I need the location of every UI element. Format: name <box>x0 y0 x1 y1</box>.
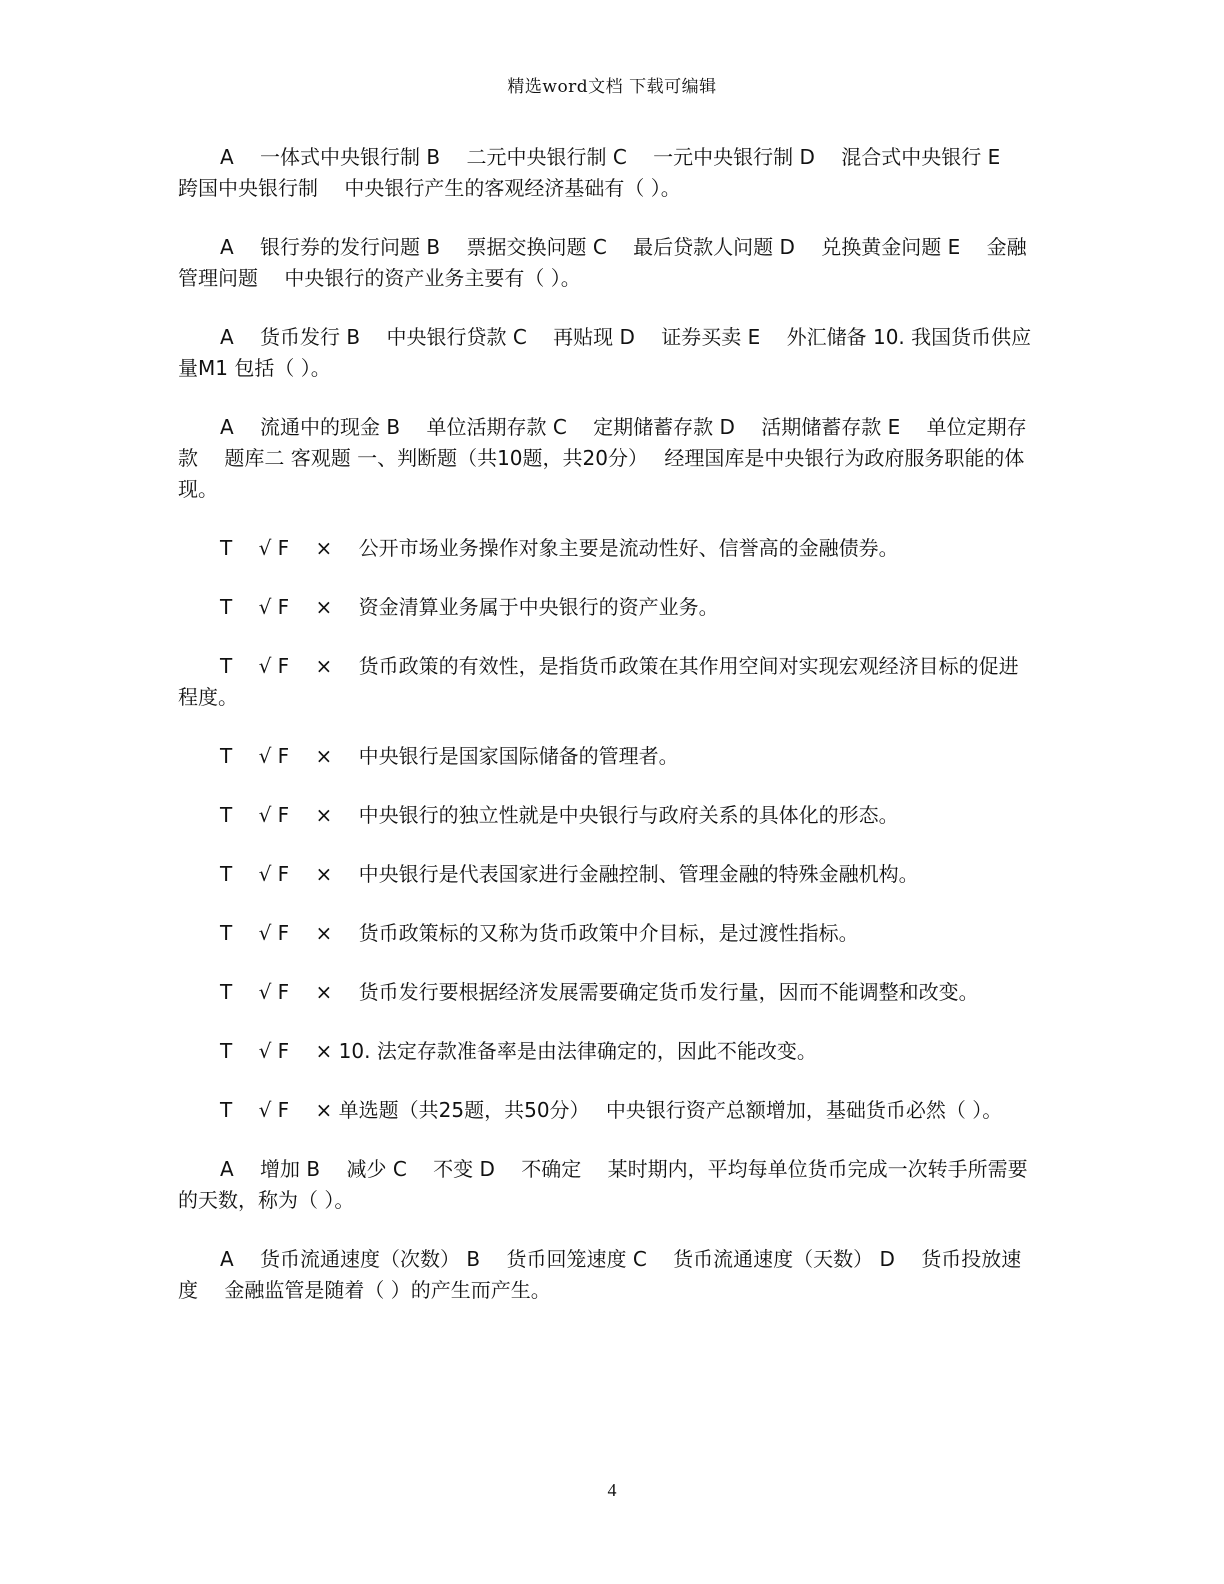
true-false-question: T √ F × 公开市场业务操作对象主要是流动性好、信誉高的金融债券。 <box>220 536 899 560</box>
single-choice-question: T √ F × 单选题（共25题，共50分） 中央银行资产总额增加，基础货币必然（ ）。 <box>220 1098 1003 1122</box>
single-choice-question: A 增加 B 减少 C 不变 D 不确定 某时期内，平均每单位货币完成一次转手所需要的天数，称为（ ）。 <box>178 1157 1028 1212</box>
true-false-question: T √ F × 中央银行是国家国际储备的管理者。 <box>220 744 679 768</box>
true-false-question: T √ F × 资金清算业务属于中央银行的资产业务。 <box>220 595 719 619</box>
question-options-paragraph: A 银行券的发行问题 B 票据交换问题 C 最后贷款人问题 D 兑换黄金问题 E 金融管理问题 中央银行的资产业务主要有（ ）。 <box>178 235 1027 290</box>
true-false-question: T √ F × 中央银行的独立性就是中央银行与政府关系的具体化的形态。 <box>220 803 899 827</box>
true-false-question: T √ F × 货币发行要根据经济发展需要确定货币发行量，因而不能调整和改变。 <box>220 980 979 1004</box>
question-options-paragraph: A 流通中的现金 B 单位活期存款 C 定期储蓄存款 D 活期储蓄存款 E 单位定期存款 题库二 客观题 一、判断题（共10题，共20分） 经理国库是中央银行为政府服务职能的体现。 <box>178 415 1027 501</box>
true-false-question: T √ F × 10. 法定存款准备率是由法律确定的，因此不能改变。 <box>220 1039 817 1063</box>
true-false-question: T √ F × 货币政策的有效性，是指货币政策在其作用空间对实现宏观经济目标的促进程度。 <box>178 654 1019 709</box>
true-false-question: T √ F × 中央银行是代表国家进行金融控制、管理金融的特殊金融机构。 <box>220 862 919 886</box>
single-choice-question: A 货币流通速度（次数） B 货币回笼速度 C 货币流通速度（天数） D 货币投放速度 金融监管是随着（ ）的产生而产生。 <box>178 1247 1022 1302</box>
question-options-paragraph: A 一体式中央银行制 B 二元中央银行制 C 一元中央银行制 D 混合式中央银行 E 跨国中央银行制 中央银行产生的客观经济基础有（ ）。 <box>178 145 1027 200</box>
page-number: 4 <box>607 1480 617 1500</box>
question-options-paragraph: A 货币发行 B 中央银行贷款 C 再贴现 D 证券买卖 E 外汇储备 10. 我国货币供应量M1 包括（ ）。 <box>178 325 1032 380</box>
document-body <box>178 142 1038 1334</box>
true-false-question: T √ F × 货币政策标的又称为货币政策中介目标，是过渡性指标。 <box>220 921 859 945</box>
page-header: 精选word文档 下载可编辑 <box>507 77 717 97</box>
